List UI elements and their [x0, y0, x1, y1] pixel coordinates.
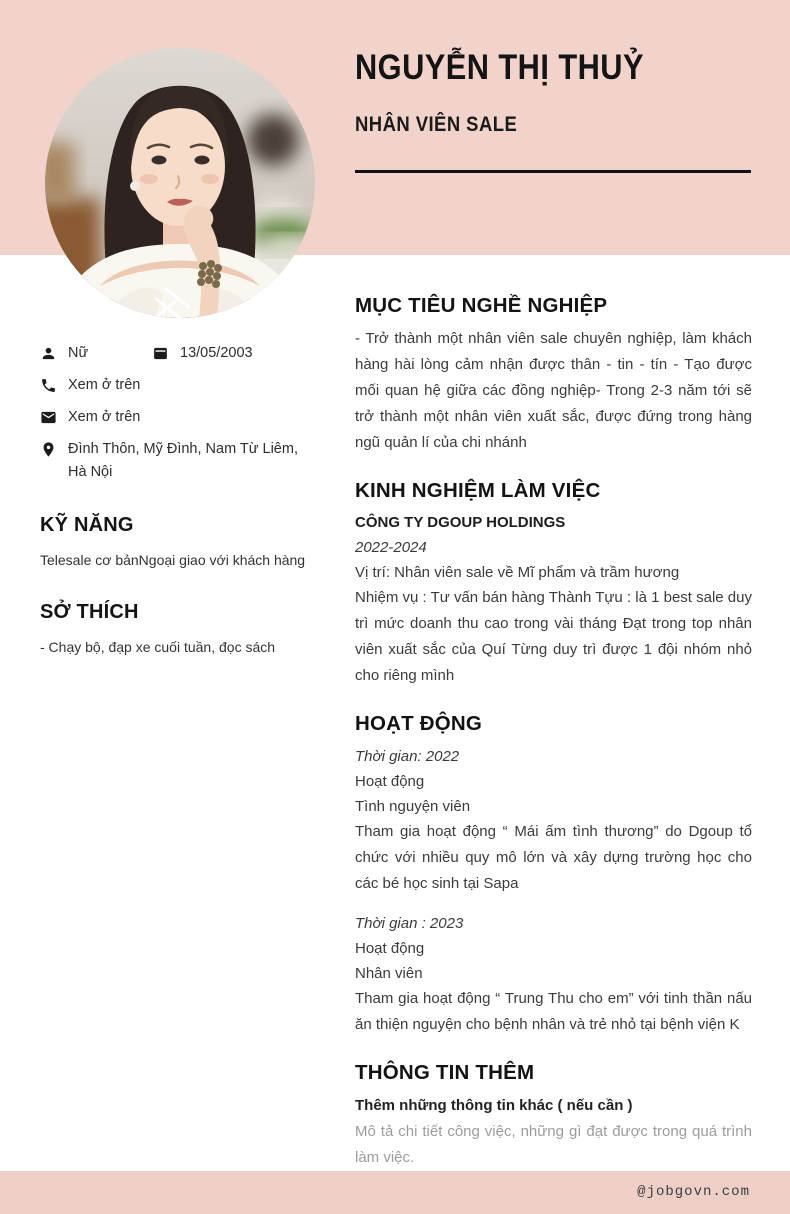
section-more-info	[355, 1059, 752, 1171]
contact-info	[40, 342, 332, 484]
phone-value: Xem ở trên	[68, 377, 141, 393]
activity-type: Hoạt động	[355, 940, 425, 957]
objective-text: - Trở thành một nhân viên sale chuyên nghiệp, làm khách hàng hài lòng cảm nhận được thân - tin - tín - Tạo được mối quan hệ giữa các đồng nghiệp- Trong 2-3 năm tới sẽ trở thành một nhân viên xuất sắc, được đứng trong hàng ngũ quản lí của chi nhánh	[355, 330, 752, 451]
dob-field	[152, 342, 253, 365]
calendar-icon	[152, 345, 169, 362]
skills-heading: KỸ NĂNG	[40, 514, 134, 536]
profile-photo	[45, 48, 315, 318]
portrait-illustration	[45, 48, 315, 318]
contact-row-address	[40, 438, 332, 484]
section-activities	[355, 710, 752, 1038]
objective-heading: MỤC TIÊU NGHỀ NGHIỆP	[355, 294, 608, 317]
more-info-note: Mô tả chi tiết công việc, những gì đạt được trong quá trình làm việc.	[355, 1123, 752, 1166]
activity-item	[355, 911, 752, 1038]
activity-item	[355, 744, 752, 897]
section-objective	[355, 292, 752, 456]
activity-role: Nhân viên	[355, 965, 423, 982]
watermark: @jobgovn.com	[637, 1184, 750, 1200]
experience-heading: KINH NGHIỆM LÀM VIỆC	[355, 479, 601, 502]
main-content	[355, 292, 752, 1192]
company-name: CÔNG TY DGOUP HOLDINGS	[355, 514, 566, 531]
more-info-heading: THÔNG TIN THÊM	[355, 1061, 535, 1084]
dob-value: 13/05/2003	[180, 345, 253, 361]
activity-time: Thời gian : 2023	[355, 915, 464, 932]
location-icon	[40, 441, 57, 458]
hobbies-heading: SỞ THÍCH	[40, 601, 139, 623]
gender-field	[40, 342, 152, 365]
experience-period: 2022-2024	[355, 539, 427, 556]
job-title: NHÂN VIÊN SALE	[355, 113, 518, 136]
section-experience	[355, 477, 752, 689]
address-value: Đình Thôn, Mỹ Đình, Nam Từ Liêm, Hà Nội	[68, 441, 298, 480]
activity-description: Tham gia hoạt động “ Trung Thu cho em” với tinh thần nấu ăn thiện nguyện cho bệnh nhân và trẻ nhỏ tại bệnh viện K	[355, 990, 752, 1033]
header-divider	[355, 170, 751, 173]
skills-text: Telesale cơ bảnNgoại giao với khách hàng	[40, 552, 306, 568]
footer-bar	[0, 1171, 790, 1214]
contact-row-email	[40, 406, 332, 429]
email-value: Xem ở trên	[68, 409, 141, 425]
hobbies-text: - Chạy bộ, đạp xe cuối tuần, đọc sách	[40, 639, 276, 655]
activity-description: Tham gia hoạt động “ Mái ấm tình thương” do Dgoup tổ chức với nhiều quy mô lớn và xây dựng trường học cho các bé học sinh tại Sapa	[355, 823, 752, 892]
experience-description: Nhiệm vụ : Tư vấn bán hàng Thành Tựu : là 1 best sale duy trì mức doanh thu cao trong vài tháng Đạt trong top nhân viên xuất sắc của Quí Từng duy trì được 1 đội nhóm nhỏ cho riêng mình	[355, 589, 752, 684]
contact-row-phone	[40, 374, 332, 397]
header-block	[355, 46, 752, 173]
page-title: NGUYỄN THỊ THUỶ	[355, 48, 644, 87]
sidebar	[40, 342, 332, 658]
activities-heading: HOẠT ĐỘNG	[355, 712, 483, 735]
contact-row-gender-dob	[40, 342, 332, 365]
activity-role: Tình nguyện viên	[355, 798, 471, 815]
phone-icon	[40, 377, 57, 394]
activity-time: Thời gian: 2022	[355, 748, 460, 765]
activity-type: Hoạt động	[355, 773, 425, 790]
email-icon	[40, 409, 57, 426]
gender-value: Nữ	[68, 345, 89, 361]
more-info-subtitle: Thêm những thông tin khác ( nếu cần )	[355, 1097, 633, 1114]
experience-position: Vị trí: Nhân viên sale về Mĩ phẩm và trầm hương	[355, 564, 680, 581]
person-icon	[40, 345, 57, 362]
